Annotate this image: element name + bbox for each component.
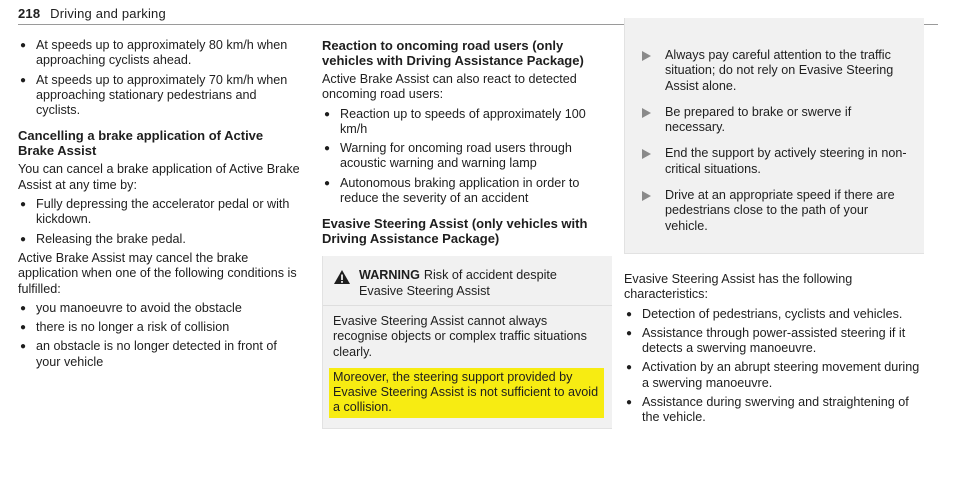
warning-highlight: Moreover, the steering support provided by Evasive Steering Assist is not sufficient to avoid a collision. xyxy=(329,368,604,418)
warning-triangle-icon xyxy=(333,269,351,285)
column-1 xyxy=(18,38,302,374)
tip-item: End the support by actively steering in non-critical situations. xyxy=(641,146,908,177)
arrow-right-icon xyxy=(641,108,651,118)
reaction-intro: Active Brake Assist can also react to detected oncoming road users: xyxy=(322,72,577,102)
section-title: Driving and parking xyxy=(50,6,166,21)
column-2 xyxy=(322,38,612,429)
bullet-icon: ● xyxy=(20,302,27,314)
characteristics-list xyxy=(624,307,924,426)
column-3 xyxy=(624,38,924,430)
page-header xyxy=(18,6,166,21)
warning-header xyxy=(323,256,612,306)
warning-text: Evasive Steering Assist cannot always recognise objects or complex traffic situations clearly. xyxy=(333,313,587,359)
cancel-intro: You can cancel a brake application of Active Brake Assist at any time by: xyxy=(18,162,300,192)
tip-item: Always pay careful attention to the traffic situation; do not rely on Evasive Steering Assist alone. xyxy=(641,48,908,94)
list-item: ● Releasing the brake pedal. xyxy=(20,231,186,246)
tip-item: Drive at an appropriate speed if there are pedestrians close to the path of your vehicle. xyxy=(641,188,908,234)
bullet-icon: ● xyxy=(626,308,633,320)
cancel-heading: Cancelling a brake application of Active Brake Assist xyxy=(18,128,264,159)
list-item: ● you manoeuvre to avoid the obstacle xyxy=(20,300,242,315)
evasive-heading: Evasive Steering Assist (only vehicles with Driving Assistance Package) xyxy=(322,216,588,247)
tip-item: Be prepared to brake or swerve if necessary. xyxy=(641,105,908,136)
bullet-icon: ● xyxy=(20,341,27,353)
list-item: ● At speeds up to approximately 80 km/h when approaching cyclists ahead. xyxy=(20,38,288,68)
reaction-heading: Reaction to oncoming road users (only vehicles with Driving Assistance Package) xyxy=(322,38,584,68)
warning-body xyxy=(323,306,612,428)
condition-bullets xyxy=(18,301,302,370)
may-cancel-text: Active Brake Assist may cancel the brake application when one of the following conditions is fulfilled: xyxy=(18,250,297,296)
arrow-right-icon xyxy=(641,51,651,61)
bullet-icon: ● xyxy=(626,327,633,339)
bullet-icon: ● xyxy=(20,74,27,86)
warning-label: WARNING xyxy=(359,268,420,283)
bullet-icon: ● xyxy=(20,233,27,245)
bullet-icon: ● xyxy=(324,143,331,155)
list-item: ● there is no longer a risk of collision xyxy=(20,320,230,335)
bullet-icon: ● xyxy=(20,40,27,51)
arrow-right-icon xyxy=(641,149,651,159)
characteristics-intro: Evasive Steering Assist has the following characteristics: xyxy=(624,271,853,302)
bullet-icon: ● xyxy=(20,199,27,211)
cancel-bullets xyxy=(18,197,302,247)
list-item: ● an obstacle is no longer detected in front of your vehicle xyxy=(20,339,277,369)
list-item: ● Warning for oncoming road users through acoustic warning and warning lamp xyxy=(324,141,572,171)
warning-box xyxy=(322,256,612,428)
list-item: ● Fully depressing the accelerator pedal or with kickdown. xyxy=(20,197,290,227)
list-item: ● Reaction up to speeds of approximately 100 km/h xyxy=(324,106,586,136)
tips-box xyxy=(624,18,924,254)
page-number: 218 xyxy=(18,6,41,21)
bullet-icon: ● xyxy=(626,362,633,374)
list-item: ● Detection of pedestrians, cyclists and vehicles. xyxy=(626,306,903,321)
bullet-icon: ● xyxy=(324,108,331,120)
list-item: ● Assistance during swerving and straightening of the vehicle. xyxy=(626,395,909,425)
reaction-bullets xyxy=(322,107,612,207)
arrow-right-icon xyxy=(641,191,651,201)
bullet-icon: ● xyxy=(20,322,27,334)
list-item: ● Assistance through power-assisted steering if it detects a swerving manoeuvre. xyxy=(626,325,906,356)
list-item: ● Activation by an abrupt steering movement during a swerving manoeuvre. xyxy=(626,360,920,390)
warning-title: Risk of accident despite Evasive Steering Assist xyxy=(359,268,557,298)
bullet-icon: ● xyxy=(324,177,331,189)
list-item: ● Autonomous braking application in order to reduce the severity of an accident xyxy=(324,175,580,206)
list-item: ● At speeds up to approximately 70 km/h when approaching stationary pedestrians and cyclists. xyxy=(20,72,288,118)
bullet-icon: ● xyxy=(626,397,633,409)
speed-bullets xyxy=(18,38,302,118)
